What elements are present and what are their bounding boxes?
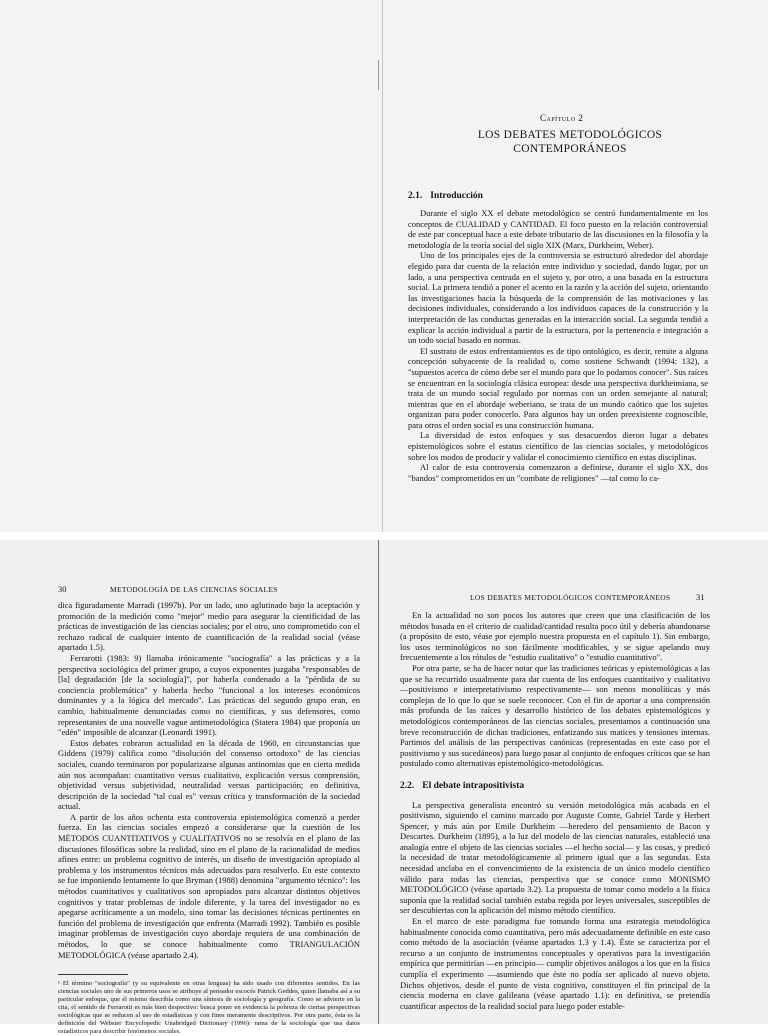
chapter-label: Capítulo 2 — [540, 113, 584, 123]
running-head-right: LOS DEBATES METODOLÓGICOS CONTEMPORÁNEOS — [470, 593, 671, 602]
paragraph: Estos debates cobraron actualidad en la década de 1960, en circunstancias que Giddens (1979) califica como "disolución del consenso ortodoxo" de las ciencias sociales, cuando terminaron por popularizarse algunas antinomias que en cierta medida aún nos acompañan: cuantitativo versus cualitativo, explicación versus comprensión, objetividad versus subjetividad, neutralidad versus participación; en definitiva, descripción de la sociedad "tal cual es" versus crítica y transformación de la sociedad actual. — [58, 737, 360, 812]
left-page-text — [58, 600, 360, 960]
scan-mark — [378, 60, 379, 90]
running-head-left: METODOLOGÍA DE LAS CIENCIAS SOCIALES — [110, 585, 278, 594]
sheet-separator — [0, 532, 768, 540]
paragraph: La perspectiva generalista encontró su versión metodológica más acabada en el positivismo, siguiendo el camino marcado por Auguste Comte, Gabriel Tarde y Herbert Spencer, y más aún por Emile Durkheim —heredero del pensamiento de Bacon y Descartes. Durkheim (1895), a la luz del modelo de las ciencias naturales, estableció una analogía entre el objeto de las ciencias sociales —el hecho social— y las cosas, y predicó la necesidad de tratar metodológicamente al primero igual que a las segundas. Esta necesidad anclaba en el convencimiento de la existencia de un único modelo científico válido para todas las ciencias, perspectiva que se conoce como MONISMO METODOLÓGICO (véase apartado 3.2). La propuesta de tomar como modelo a la física suponía que la realidad social también estaba regida por leyes universales, susceptibles de ser descubiertas con la aplicación del mismo método científico. — [400, 799, 710, 916]
section-title: El debate intrapositivista — [422, 780, 525, 791]
page-number-left: 30 — [58, 584, 67, 594]
chapter-title: LOS DEBATES METODOLÓGICOS CONTEMPORÁNEOS — [477, 129, 663, 155]
section-title: Introducción — [430, 191, 483, 201]
section-number: 2.1. — [408, 191, 423, 201]
paragraph: Ferrarotti (1983: 9) llamaba irónicamente "sociografía" a las prácticas y a la perspectiva sociológica del primer grupo, a cuyos exponentes juzgaba "responsables de [la] degradación [de la sociología]", por haberla condenado a la "pérdida de su conciencia problemática" y haberla hecho "funcional a los intereses económicos dominantes y a la lógica del mercado". Las prácticas del segundo grupo eran, en cambio, habitualmente denunciadas como no científicas, y sus defensores, como representantes de una nouvelle vague antimetodológica (Statera 1984) que proponía un "edén" imposible de alcanzar (Leonardi 1991). — [58, 652, 360, 738]
paragraph: A partir de los años ochenta esta controversia epistemológica comenzó a perder fuerza. En las ciencias sociales empezó a considerarse que la cuestión de los MÉTODOS CUANTITATIVOS y CUALITATIVOS no se resolvía en el plano de las discusiones filosóficas sobre la realidad, sino en el plano de la racionalidad de medios afines entre: un problema cognitivo de interés, un diseño de investigación apropiado al problema y los instrumentos técnicos más adecuados para resolverlo. En este contexto se fue imponiendo lentamente lo que Bryman (1988) denomina "argumento técnico": los métodos cuantitativos y cualitativos son apropiados para alcanzar distintos objetivos cognitivos y tratar problemas de índole diferente, y la tarea del investigador no es apegarse acríticamente a un modelo, sino tomar las decisiones técnicas pertinentes en función del problema de investigación que enfrenta (Marradi 1992). También es posible imaginar problemas de investigación cuyo abordaje requiera de una combinación de métodos, lo que se conoce habitualmente como TRIANGULACIÓN METODOLÓGICA (véase apartado 2.4). — [58, 811, 360, 960]
paragraph: El sustrato de estos enfrentamientos es de tipo ontológico, es decir, remite a alguna concepción subyacente de la realidad o, como sostiene Schwandt (1994: 132), a "supuestos acerca de cómo debe ser el mundo para que lo podamos conocer". Sus raíces se encuentran en la sociología clásica europea: desde una perspectiva durkheimiana, se trata de un mundo social regulado por normas con un orden semejante al natural; mientras que en el abordaje weberiano, se trata de un mundo caótico que los sujetos organizan para poder conocerlo. Para algunos hay un orden preexistente cognoscible, para otros el orden social es una construcción humana. — [408, 345, 708, 430]
paragraph: Uno de los principales ejes de la controversia se estructuró alrededor del abordaje elegido para dar cuenta de la relación entre individuo y sociedad, dando lugar, por un lado, a una perspectiva centrada en el sujeto y, por otro, a una basada en la estructura social. La primera tendió a poner el acento en la razón y la acción del sujeto, orientando las investigaciones hacia la búsqueda de la comprensión de las motivaciones y las decisiones individuales, considerando a los individuos capaces de la construcción y la interpretación de las conductas generadas en la interacción social. La segunda tendió a explicar la acción individual a partir de la estructura, por la pertenencia e integración a un todo social basado en normas. — [408, 250, 708, 346]
section-heading-intrapositivista — [400, 781, 710, 792]
section-number: 2.2. — [400, 780, 415, 791]
paragraph: La diversidad de estos enfoques y sus desacuerdos dieron lugar a debates epistemológicos sobre el estatus científico de las ciencias sociales, y metodológicos sobre los modos de producir y validar el conocimiento científico en estas disciplinas. — [408, 430, 708, 462]
bottom-spread — [0, 540, 768, 1035]
paragraph: dica figuradamente Marradi (1997b). Por un lado, uno aglutinado bajo la aceptación y promoción de la medición como "mejor" medio para asegurar la cientificidad de las prácticas de investigación de las ciencias sociales; por el otro, uno comprometido con el rechazo radical de cualquier intento de cuantificación de la realidad social (véase apartado 1.5). — [58, 600, 360, 653]
page-gutter — [378, 540, 379, 1024]
section-heading-introduccion — [408, 191, 483, 201]
page-number-right: 31 — [696, 592, 705, 602]
page-gutter — [382, 0, 383, 532]
chapter-intro-text — [408, 208, 708, 483]
paragraph: En la actualidad no son pocos los autores que creen que una clasificación de los métodos basada en el criterio de cualidad/cantidad resulta poco útil y debería abandonarse (a propósito de esto, véase por ejemplo nuestra propuesta en el capítulo 1). Sin embargo, los usos terminológicos no son fácilmente modificables, y se sigue apelando muy frecuentemente a los rótulos de "estudio cualitativo" o "estudio cuantitativo". — [400, 610, 710, 663]
paragraph: Por otra parte, se ha de hacer notar que las tradiciones teóricas y epistemológicas a las que se ha recurrido usualmente para dar cuenta de los enfoques cuantitativo y cualitativo —positivismo e interpretativismo respectivamente— son menos monolíticas y más complejas de lo que lo que se suele reconocer. Con el fin de aportar a una comprensión más profunda de las raíces y desarrollo histórico de los debates epistemológicos y metodológicos contemporáneos de las ciencias sociales, presentamos a continuación una breve reconstrucción de dichas tradiciones, enfatizando sus matices y tensiones internas. Partimos del análisis de las perspectivas canónicas (representadas en este caso por el positivismo y sus sucedáneos) para luego pasar al conjunto de enfoques críticos que se han postulado como alternativas epistemológico-metodológicas. — [400, 662, 710, 769]
paragraph: Durante el siglo XX el debate metodológico se centró fundamentalmente en los conceptos de CUALIDAD y CANTIDAD. El foco puesto en la relación controversial de este par conceptual hace a este debate tributario de las discusiones en la filosofía y la metodología de la teoría social del siglo XIX (Marx, Durkheim, Weber). — [408, 208, 708, 250]
footnote: ¹ El término "sociografía" (y su equivalente en otras lenguas) ha sido usado con diferentes sentidos. En las ciencias sociales uno de sus primeros usos se atribuye al pensador escocés Patrick Geddes, quien llamaba así a su particular enfoque, que él mismo describía como una síntesis de sociología y geografía. Como se advierte en la cita, el sentido de Ferrarotti es más bien despectivo: busca poner en evidencia la pobreza de ciertas perspectivas sociológicas que se reducen al uso de estadísticas y con fines meramente descriptivos. Por otra parte, ésta es la definición del Webster Encyclopedic Unabridged Dictionary (1996): rama de la sociología que usa datos estadísticos para describir fenómenos sociales. — [58, 980, 360, 1035]
footnote-rule — [58, 974, 128, 975]
paragraph: Al calor de esta controversia comenzaron a definirse, durante el siglo XX, dos "bandos" comprometidos en un "combate de religiones" —tal como lo ca- — [408, 462, 708, 483]
right-page-text — [400, 610, 710, 1011]
paragraph: En el marco de este paradigma fue tomando forma una estrategia metodológica habitualmente conocida como cuantitativa, pero más adecuadamente definible en este caso como método de la asociación (véanse apartados 1.3 y 1.4). Éste se caracteriza por el recurso a un conjunto de instrumentos conceptuales y operativos para la investigación empírica que permitirían —en principio— cumplir objetivos análogos a los que en la física cumplía el experimento —asumiendo que éste no podía ser aplicado al nuevo objeto. Dichos objetivos, desde el punto de vista cognitivo, constituyen el fin principal de la ciencia moderna en clave galileana (véase apartado 1.1): en definitiva, se pretendía cuantificar aspectos de la realidad social para luego poder estable- — [400, 916, 710, 1011]
